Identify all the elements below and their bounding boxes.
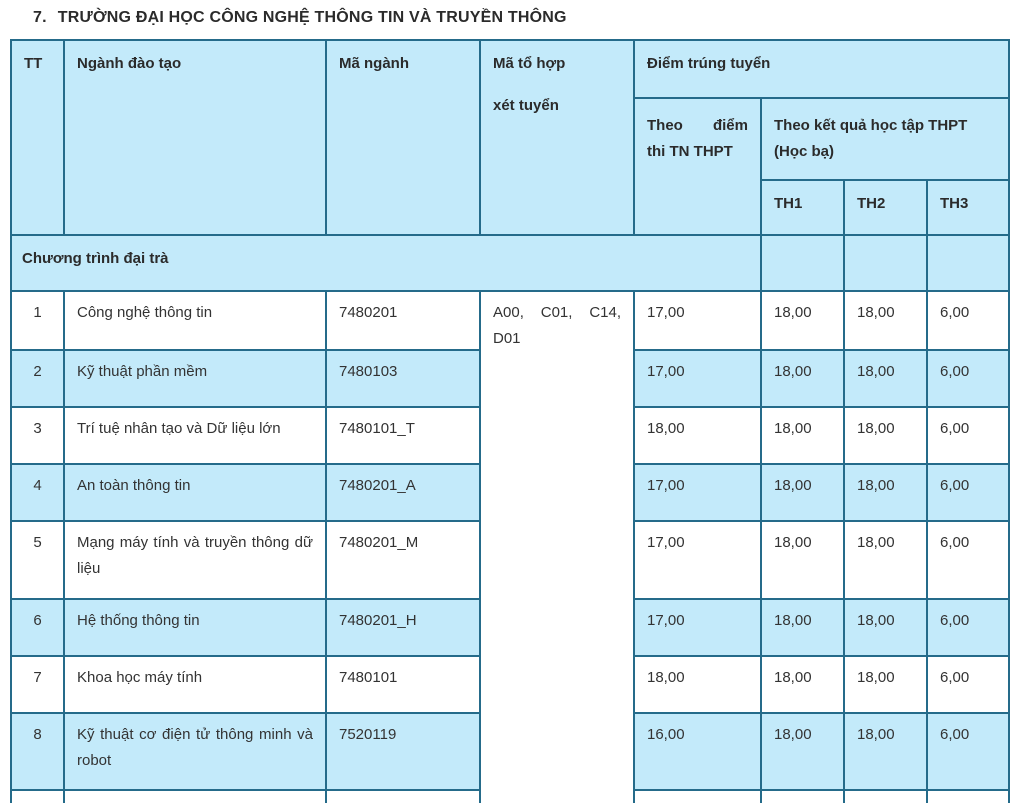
heading-title: TRƯỜNG ĐẠI HỌC CÔNG NGHỆ THÔNG TIN VÀ TRUYỀN THÔNG <box>57 9 567 26</box>
tt-cell: 1 <box>11 291 64 350</box>
score-th2-cell: 18,00 <box>844 713 927 790</box>
score-tn-thpt-cell: 16,00 <box>634 713 761 790</box>
col-header-th1: TH1 <box>761 180 844 235</box>
score-th2-cell: 18,00 <box>844 599 927 656</box>
major-code-cell <box>326 790 480 803</box>
col-header-th3: TH3 <box>927 180 1009 235</box>
tt-cell: 4 <box>11 464 64 521</box>
score-th1-cell: 18,00 <box>761 599 844 656</box>
major-code-cell: 7480101 <box>326 656 480 713</box>
score-th1-cell: 18,00 <box>761 521 844 599</box>
major-name-cell: Khoa học máy tính <box>64 656 326 713</box>
major-code-cell: 7480103 <box>326 350 480 407</box>
score-th1-cell: 18,00 <box>761 350 844 407</box>
score-tn-thpt-cell: 17,00 <box>634 350 761 407</box>
tt-cell <box>11 790 64 803</box>
section-title: Chương trình đại trà <box>11 235 761 291</box>
major-name-cell: Kỹ thuật cơ điện tử thông minh và robot <box>64 713 326 790</box>
col-header-diem-trung-tuyen: Điểm trúng tuyển <box>634 40 1009 98</box>
major-code-cell: 7480201 <box>326 291 480 350</box>
theo-diem-line1: Theo điểm <box>647 117 748 134</box>
theo-diem-line2: thi TN THPT <box>647 142 733 160</box>
score-th2-cell: 18,00 <box>844 407 927 464</box>
tt-cell: 3 <box>11 407 64 464</box>
table-row <box>11 291 1009 350</box>
score-th1-cell: 18,00 <box>761 291 844 350</box>
score-th3-cell: 6,00 <box>927 407 1009 464</box>
score-tn-thpt-cell: 17,00 <box>634 599 761 656</box>
major-code-cell: 7480201_A <box>326 464 480 521</box>
score-th2-cell: 18,00 <box>844 656 927 713</box>
tt-cell: 7 <box>11 656 64 713</box>
tt-cell: 2 <box>11 350 64 407</box>
major-name-cell <box>64 790 326 803</box>
score-th2-cell: 18,00 <box>844 464 927 521</box>
col-header-ma-nganh: Mã ngành <box>326 40 480 235</box>
major-name-cell: Hệ thống thông tin <box>64 599 326 656</box>
heading-number: 7. <box>33 9 47 26</box>
score-th2-cell: 18,00 <box>844 350 927 407</box>
major-code-cell: 7480201_M <box>326 521 480 599</box>
score-th1-cell: 18,00 <box>761 713 844 790</box>
major-name-cell: Kỹ thuật phần mềm <box>64 350 326 407</box>
score-th2-cell: 18,00 <box>844 521 927 599</box>
score-tn-thpt-cell: 17,00 <box>634 464 761 521</box>
tt-cell: 5 <box>11 521 64 599</box>
col-header-theo-ket-qua-hoc-ba: Theo kết quả học tập THPT (Học bạ) <box>761 98 1009 180</box>
header-row-1 <box>11 40 1009 98</box>
major-code-cell: 7480101_T <box>326 407 480 464</box>
score-th3-cell: 6,00 <box>927 599 1009 656</box>
score-th1-cell <box>761 790 844 803</box>
section-empty-th2 <box>844 235 927 291</box>
major-name-cell: Trí tuệ nhân tạo và Dữ liệu lớn <box>64 407 326 464</box>
major-name-cell: An toàn thông tin <box>64 464 326 521</box>
score-tn-thpt-cell: 18,00 <box>634 656 761 713</box>
score-th2-cell <box>844 790 927 803</box>
col-header-theo-diem-thi-tn-thpt <box>634 98 761 235</box>
major-code-cell: 7480201_H <box>326 599 480 656</box>
score-th1-cell: 18,00 <box>761 407 844 464</box>
ma-to-hop-line1: Mã tổ hợp <box>493 55 566 72</box>
major-name-cell: Mạng máy tính và truyền thông dữ liệu <box>64 521 326 599</box>
section-empty-th1 <box>761 235 844 291</box>
col-header-tt: TT <box>11 40 64 235</box>
score-tn-thpt-cell: 18,00 <box>634 407 761 464</box>
score-th3-cell <box>927 790 1009 803</box>
col-header-ma-to-hop <box>480 40 634 235</box>
ma-to-hop-line2: xét tuyển <box>493 96 559 114</box>
score-th3-cell: 6,00 <box>927 291 1009 350</box>
score-tn-thpt-cell: 17,00 <box>634 521 761 599</box>
major-code-cell: 7520119 <box>326 713 480 790</box>
section-empty-th3 <box>927 235 1009 291</box>
tt-cell: 8 <box>11 713 64 790</box>
score-tn-thpt-cell: 17,00 <box>634 291 761 350</box>
col-header-th2: TH2 <box>844 180 927 235</box>
tt-cell: 6 <box>11 599 64 656</box>
col-header-nganh-dao-tao: Ngành đào tạo <box>64 40 326 235</box>
score-th3-cell: 6,00 <box>927 656 1009 713</box>
combo-codes-cell: A00, C01, C14, D01 <box>480 291 634 803</box>
score-th1-cell: 18,00 <box>761 464 844 521</box>
document-heading <box>33 9 1020 39</box>
score-th3-cell: 6,00 <box>927 464 1009 521</box>
score-th3-cell: 6,00 <box>927 521 1009 599</box>
score-tn-thpt-cell <box>634 790 761 803</box>
score-th2-cell: 18,00 <box>844 291 927 350</box>
score-th3-cell: 6,00 <box>927 350 1009 407</box>
score-th3-cell: 6,00 <box>927 713 1009 790</box>
section-row <box>11 235 1009 291</box>
score-th1-cell: 18,00 <box>761 656 844 713</box>
admission-scores-table <box>10 39 1010 803</box>
major-name-cell: Công nghệ thông tin <box>64 291 326 350</box>
